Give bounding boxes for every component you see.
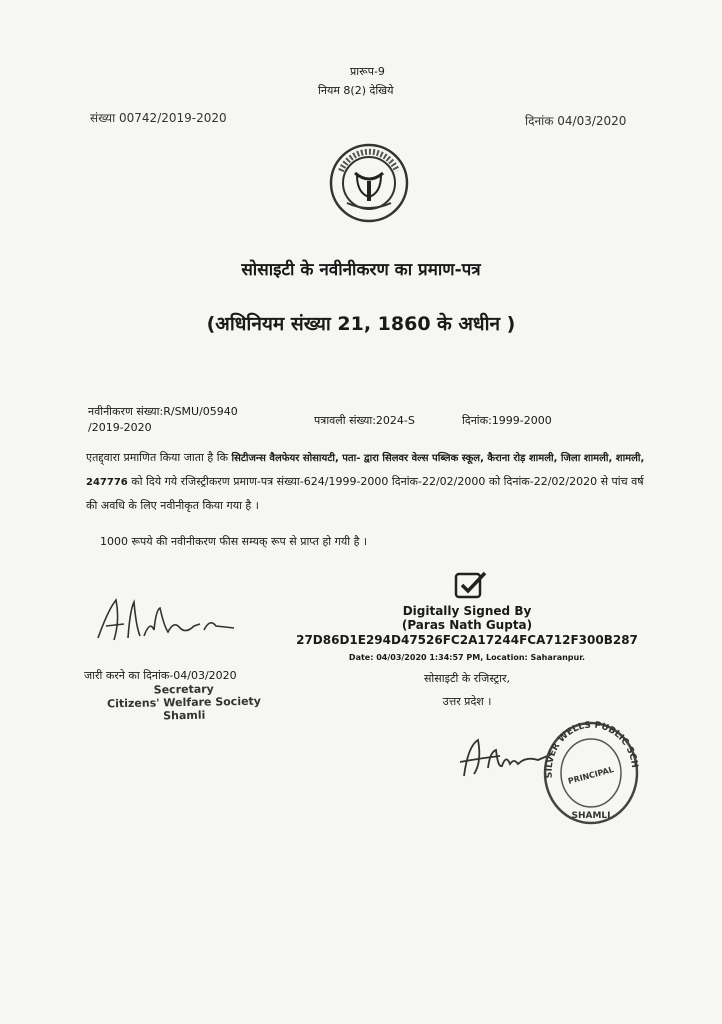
svg-text:SILVER WELLS PUBLIC SCHOOL [540,718,639,778]
form-number: प्रारूप-9 [350,65,385,78]
signature-hash: 27D86D1E294D47526FC2A17244FCA712F300B287 [296,633,638,647]
check-box-icon [454,570,488,600]
issue-date-top: दिनांक 04/03/2020 [525,114,627,128]
handwritten-signature-left [94,590,244,650]
reference-number: संख्या 00742/2019-2020 [90,111,227,125]
society-name: सिटीजन्स वैलफेयर सोसायटी, [231,453,339,464]
signature-meta: Date: 04/03/2020 1:34:57 PM, Location: Saharanpur. [348,653,586,662]
registrar-title: सोसाइटी के रजिस्ट्रार, [424,672,510,685]
seal-outer-text: SILVER WELLS PUBLIC SCH [544,720,640,779]
renewal-number-line1: नवीनीकरण संख्या:R/SMU/05940 [88,405,238,418]
rule-reference: नियम 8(2) देखिये [318,84,394,97]
fee-statement: 1000 रूपये की नवीनीकरण फीस सम्यक् रूप से प्राप्त हो गयी है । [100,535,368,548]
address-prefix: पता- द्वारा सिलवर वेल्स पब्लिक स्कूल, [342,453,484,464]
certificate-title: सोसाइटी के नवीनीकरण का प्रमाण-पत्र [241,260,481,280]
seal-inner-text: PRINCIPAL [567,765,615,786]
stamp-line-city: Shamli [163,708,206,723]
renewal-text: को दिये गये रजिस्ट्रीकरण प्रमाण-पत्र संख्या-624/1999-2000 दिनांक-22/02/2000 को दिनांक-22/02/2020 से पांच वर्ष की अवधि के लिए नवीनीकृत किया गया है । [86,475,644,512]
file-date: दिनांक:1999-2000 [462,414,552,427]
file-number: पत्रावली संख्या:2024-S [314,414,415,427]
issue-date: जारी करने का दिनांक-04/03/2020 [84,669,237,682]
signer-name: (Paras Nath Gupta) [401,618,533,632]
seal-bottom-text: SHAMLI [571,811,611,821]
act-subtitle: (अधिनियम संख्या 21, 1860 के अधीन ) [206,313,516,335]
secretary-stamp [94,681,275,723]
renewal-number-line2: /2019-2020 [88,421,152,434]
stamp-line-secretary: Secretary [153,682,214,697]
society-address: कैराना रोड़ शामली, जिला शामली, शामली, 247776 [86,453,645,488]
renewal-number [88,404,238,436]
certify-text: एतद्द्वारा प्रमाणित किया जाता है कि [86,451,229,464]
digitally-signed-label: Digitally Signed By [402,604,532,618]
stamp-line-society: Citizens' Welfare Society [106,694,262,711]
up-government-emblem [327,141,411,225]
school-seal [540,718,642,828]
state-name: उत्तर प्रदेश । [442,695,492,708]
certification-paragraph [86,446,646,517]
